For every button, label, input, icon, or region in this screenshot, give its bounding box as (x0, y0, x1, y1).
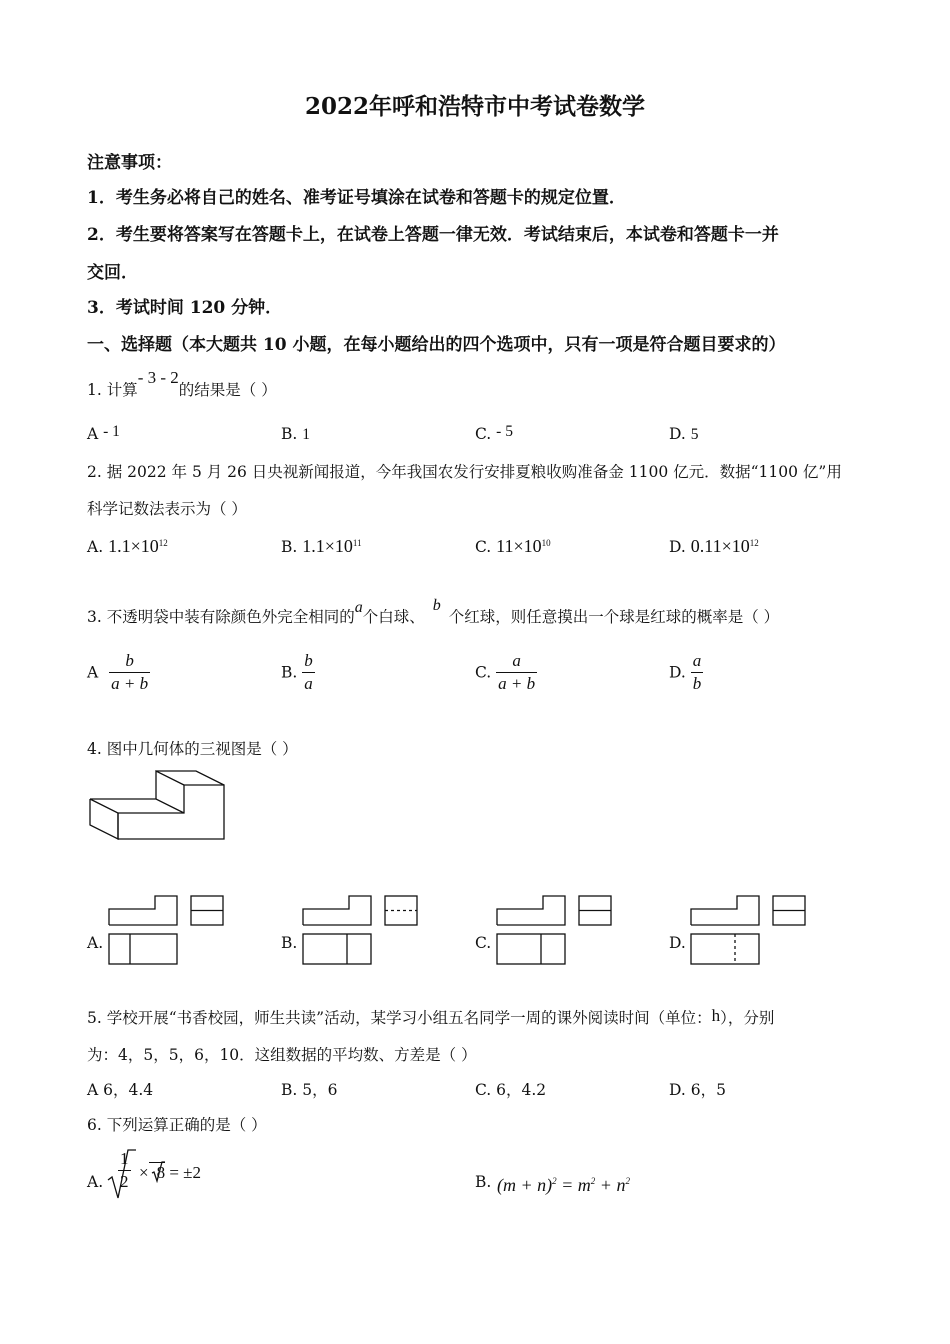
page-title: 2022年呼和浩特市中考试卷数学 (304, 93, 645, 120)
q6-option-a-fraction: 1 2 (120, 1149, 129, 1191)
q1-stem (87, 368, 277, 400)
q6-stem: 6. 下列运算正确的是（ ） (87, 1116, 267, 1134)
q5-option-a: A 6，4.4 (87, 1081, 154, 1099)
q5-stem-line2: 为：4，5，5，6，10．这组数据的平均数、方差是（ ） (87, 1046, 477, 1064)
q4-option-c-views (493, 892, 618, 967)
notice-heading: 注意事项： (87, 153, 172, 173)
q1-suffix: 的结果是（ ） (178, 381, 277, 399)
q4-stem: 4. 图中几何体的三视图是（ ） (87, 740, 298, 758)
q5-option-c: C. 6，4.2 (475, 1081, 547, 1099)
q3-stem: 3. 不透明袋中装有除颜色外完全相同的a个白球、b个红球，则任意摸出一个球是红球的概率是（ ） (87, 597, 780, 626)
q3-option-a: A $\frac{b}{a + b}$ (87, 651, 149, 693)
q3-option-c: C. $\frac{a}{a + b}$ (475, 651, 536, 693)
solid-figure (85, 765, 230, 845)
q4-option-a: A. (87, 934, 104, 952)
q1-expression: - 3 - 2 (137, 368, 179, 387)
q2-option-d: D. $0.11\times 10^{12}$ (669, 536, 759, 556)
q2-option-b: B. $1.1\times 10^{11}$ (281, 536, 362, 556)
notice-item-2-cont: 交回． (87, 263, 138, 283)
sqrt-symbol-8 (151, 1161, 165, 1183)
q1-option-a: A - 1 (87, 423, 120, 443)
q6-option-b-expr: $(m + n)^2 = m^2 + n^2$ (497, 1175, 630, 1195)
q5-option-d: D. 6，5 (669, 1081, 726, 1099)
q2-stem-line2: 科学记数法表示为（ ） (87, 500, 247, 518)
q3-option-d: D. $\frac{a}{b}$ (669, 651, 702, 693)
q2-option-a: A. $1.1\times 10^{12}$ (87, 536, 168, 556)
q6-option-a-label: A. (87, 1173, 104, 1191)
q1-option-c: C. - 5 (475, 423, 513, 443)
q4-option-b: B. (281, 934, 298, 952)
q4-option-b-views (299, 892, 424, 967)
var-a: a (354, 599, 363, 616)
q1-option-b: B. 1 (281, 425, 310, 443)
q4-option-d-views (687, 892, 812, 967)
section-heading: 一、选择题（本大题共 10 小题，在每小题给出的四个选项中，只有一项是符合题目要求的） (87, 335, 786, 355)
notice-item-3: 3．考试时间 120 分钟． (87, 298, 283, 318)
q3-option-b: B. $\frac{b}{a}$ (281, 651, 313, 693)
notice-item-2: 2．考生要将答案写在答题卡上，在试卷上答题一律无效．考试结束后，本试卷和答题卡一并 (87, 225, 779, 245)
q1-option-d: D. 5 (669, 425, 699, 443)
q5-stem-line1: 5. 学校开展“书香校园，师生共读”活动，某学习小组五名同学一周的课外阅读时间（单位：h），分别 (87, 1006, 775, 1027)
notice-item-1: 1．考生务必将自己的姓名、准考证号填涂在试卷和答题卡的规定位置． (87, 188, 626, 208)
q4-option-d: D. (669, 934, 686, 952)
q2-stem-line1: 2. 据 2022 年 5 月 26 日央视新闻报道，今年我国农发行安排夏粮收购准备金 1100 亿元．数据“1100 亿”用 (87, 463, 842, 481)
q4-option-c: C. (475, 934, 492, 952)
unit-h: h (711, 1006, 721, 1025)
q2-option-c: C. $11\times 10^{10}$ (475, 536, 551, 556)
q4-option-a-views (105, 892, 230, 967)
q6-option-a-expr: × 8 = ±2 (139, 1163, 202, 1182)
q5-option-b: B. 5，6 (281, 1081, 338, 1099)
q1-prefix: 1. 计算 (87, 381, 138, 399)
var-b: b (432, 597, 441, 614)
q6-option-b-label: B. (475, 1173, 492, 1191)
